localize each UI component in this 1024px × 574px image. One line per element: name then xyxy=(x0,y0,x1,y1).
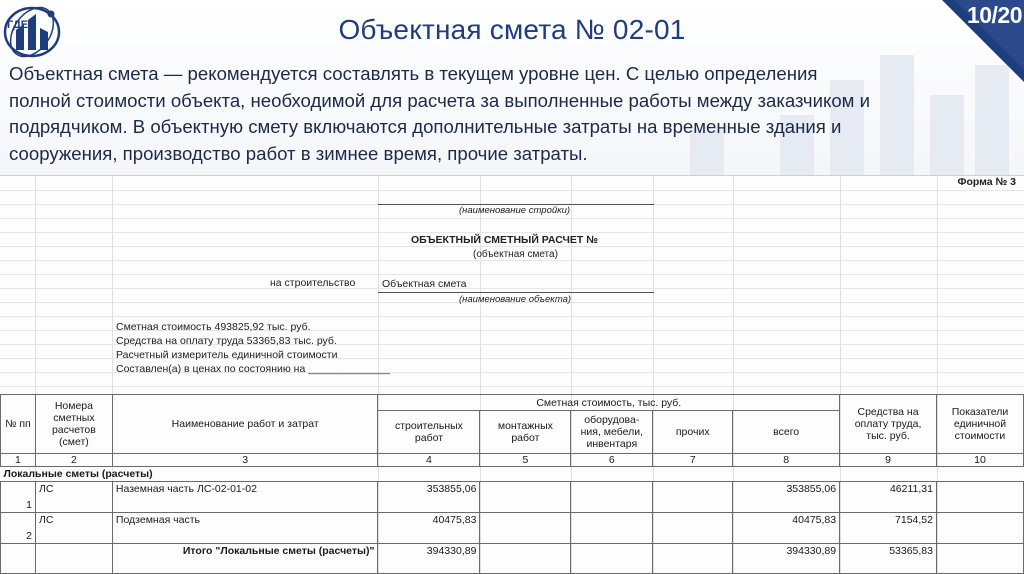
total-label: Итого "Локальные сметы (расчеты)" xyxy=(112,544,378,574)
table-row xyxy=(1,482,1024,513)
intro-paragraph xyxy=(9,61,1019,167)
total-construction: 394330,89 xyxy=(378,544,480,574)
column-number: 1 xyxy=(1,454,36,467)
section-title: Локальные сметы (расчеты) xyxy=(1,467,1024,482)
header-other: прочих xyxy=(653,411,733,454)
row-construction: 353855,06 xyxy=(378,482,480,513)
column-number: 10 xyxy=(936,454,1023,467)
header-no: № пп xyxy=(1,395,36,454)
prices-as-of-text: Составлен(а) в ценах по состоянию на ______________ xyxy=(116,363,390,375)
header-estimate-cost-group: Сметная стоимость, тыс. руб. xyxy=(378,395,840,411)
column-number: 6 xyxy=(571,454,653,467)
header-unit-indicators: Показатели единичной стоимости xyxy=(936,395,1023,454)
column-number: 3 xyxy=(112,454,378,467)
row-code: ЛС xyxy=(35,513,112,544)
intro-line: сооружения, производство работ в зимнее время, прочие затраты. xyxy=(9,142,588,164)
construction-caption: (наименование стройки) xyxy=(459,205,571,216)
column-number: 8 xyxy=(733,454,840,467)
row-name: Подземная часть xyxy=(112,513,378,544)
row-labor: 46211,31 xyxy=(840,482,937,513)
document-title: ОБЪЕКТНЫЙ СМЕТНЫЙ РАСЧЕТ № xyxy=(411,234,598,246)
logo-text: ГДЕ xyxy=(7,19,29,31)
column-number: 4 xyxy=(378,454,480,467)
intro-line: Объектная смета — рекомендуется составлять в текущем уровне цен. С целью определения xyxy=(9,63,818,84)
total-total: 394330,89 xyxy=(733,544,840,574)
row-name: Наземная часть ЛС-02-01-02 xyxy=(112,482,378,513)
header-labor: Средства на оплату труда, тыс. руб. xyxy=(840,395,937,454)
object-name-value: Объектная смета xyxy=(382,278,467,290)
document-subtitle: (объектная смета) xyxy=(473,249,558,260)
column-number: 5 xyxy=(480,454,571,467)
header-work-name: Наименование работ и затрат xyxy=(112,395,378,454)
on-construction-label: на строительство xyxy=(270,277,356,289)
header-installation: монтажных работ xyxy=(480,411,571,454)
object-caption: (наименование объекта) xyxy=(459,294,572,305)
slide-title: Объектная смета № 02-01 xyxy=(338,14,686,45)
form-number-label: Форма № 3 xyxy=(957,176,1016,188)
table-row xyxy=(1,513,1024,544)
row-total: 40475,83 xyxy=(733,513,840,544)
row-number: 1 xyxy=(1,482,36,513)
total-row xyxy=(1,544,1024,574)
intro-line: полной стоимости объекта, необходимой для расчета за выполненные работы между заказчиком и xyxy=(9,89,870,111)
estimate-cost-text: Сметная стоимость 493825,92 тыс. руб. xyxy=(116,321,311,333)
row-construction: 40475,83 xyxy=(378,513,480,544)
total-labor: 53365,83 xyxy=(840,544,937,574)
header-equipment: оборудова-ния, мебели, инвентаря xyxy=(571,411,653,454)
unit-meter-text: Расчетный измеритель единичной стоимости xyxy=(116,349,338,361)
header-estimate-numbers: Номера сметных расчетов (смет) xyxy=(35,395,112,454)
row-labor: 7154,52 xyxy=(840,513,937,544)
row-number: 2 xyxy=(1,513,36,544)
column-number: 9 xyxy=(840,454,937,467)
intro-line: подрядчиком. В объектную смету включаются дополнительные затраты на временные здания и xyxy=(9,116,842,137)
header-total: всего xyxy=(733,411,840,454)
estimate-form-scan xyxy=(0,175,1024,574)
labor-funds-text: Средства на оплату труда 53365,83 тыс. руб. xyxy=(116,335,337,347)
row-total: 353855,06 xyxy=(733,482,840,513)
row-code: ЛС xyxy=(35,482,112,513)
column-number: 2 xyxy=(35,454,112,467)
object-estimate-table xyxy=(0,394,1024,574)
page-number: 10/20 xyxy=(966,2,1022,28)
column-number: 7 xyxy=(653,454,733,467)
header-construction: строительных работ xyxy=(378,411,480,454)
